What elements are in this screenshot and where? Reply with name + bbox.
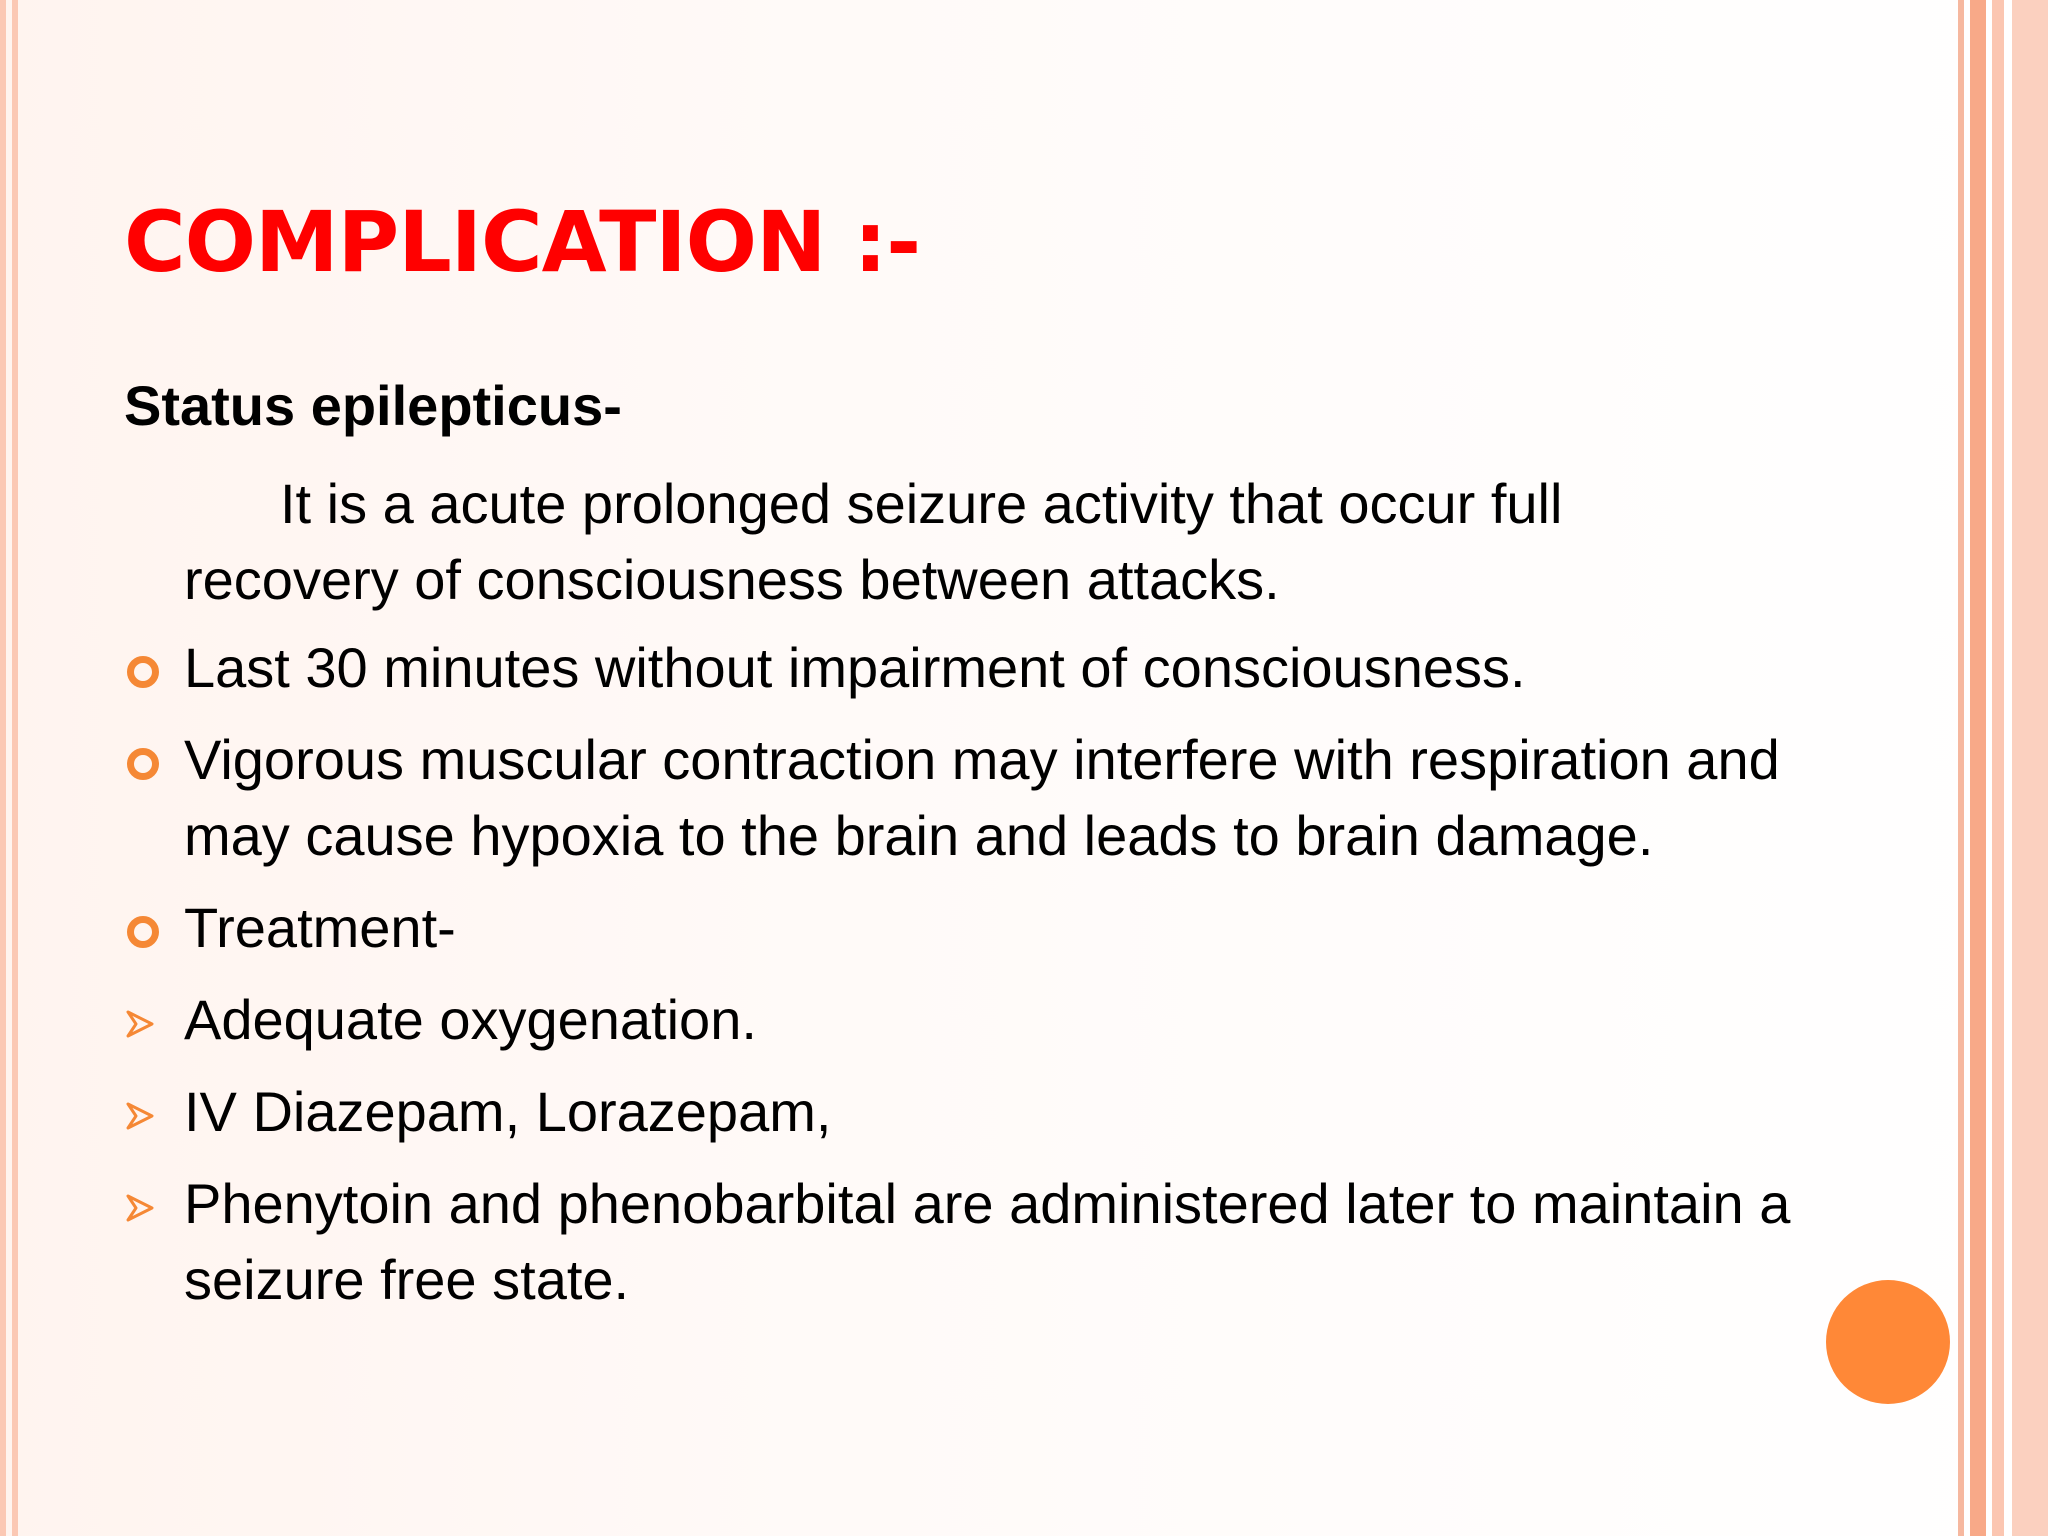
list-item-text: IV Diazepam, Lorazepam, <box>184 1080 832 1143</box>
list-item <box>0 982 1900 1058</box>
list-item-text: Last 30 minutes without impairment of consciousness. <box>184 636 1526 699</box>
list-item <box>0 1074 1900 1150</box>
list-item-text: Adequate oxygenation. <box>184 988 757 1051</box>
list-item-text: Vigorous muscular contraction may interfere with respiration and may cause hypoxia to the brain and leads to brain damage. <box>184 728 1780 867</box>
intro-text: It is a acute prolonged seizure activity that occur full recovery of consciousness between attacks. <box>184 472 1563 611</box>
circle-bullet-icon <box>127 916 159 948</box>
bullet-list <box>0 630 1900 1334</box>
slide-title: COMPLICATION :- <box>124 193 921 291</box>
arrow-bullet-icon <box>124 1008 156 1040</box>
circle-bullet-icon <box>127 748 159 780</box>
intro-paragraph <box>184 466 1744 618</box>
list-item <box>0 722 1900 874</box>
decorative-orange-circle <box>1826 1280 1950 1404</box>
right-border-stripe <box>1992 0 2004 1536</box>
list-item <box>0 1166 1900 1318</box>
slide-subtitle: Status epilepticus- <box>124 374 622 437</box>
list-item-text: Phenytoin and phenobarbital are administered later to maintain a seizure free state. <box>184 1172 1791 1311</box>
arrow-bullet-icon <box>124 1100 156 1132</box>
right-border-stripe <box>1970 0 1986 1536</box>
right-border-stripe <box>2012 0 2048 1536</box>
list-item <box>0 890 1900 966</box>
arrow-bullet-icon <box>124 1192 156 1224</box>
right-border-stripe <box>1958 0 1964 1536</box>
list-item <box>0 630 1900 706</box>
circle-bullet-icon <box>127 656 159 688</box>
list-item-text: Treatment- <box>184 896 456 959</box>
